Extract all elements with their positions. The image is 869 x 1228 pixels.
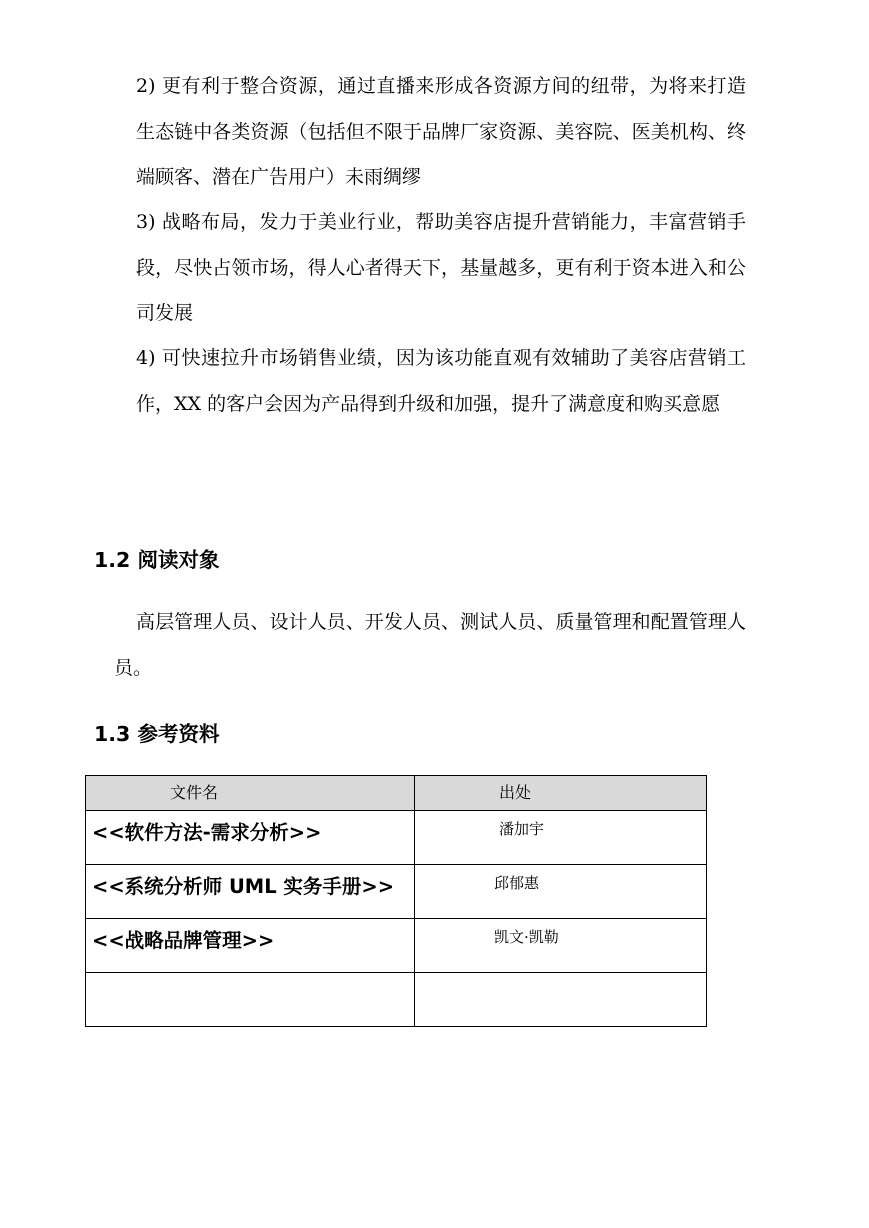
table-row — [86, 865, 707, 919]
column-header-source: 出处 — [415, 776, 707, 811]
list-item-number: 3) — [136, 211, 156, 233]
list-item-number: 2) — [136, 75, 156, 97]
list-item — [136, 64, 746, 201]
table-header-row — [86, 776, 707, 811]
list-item-text: 可快速拉升市场销售业绩，因为该功能直观有效辅助了美容店营销工作，XX 的客户会因为产品得到升级和加强，提升了满意度和购买意愿 — [136, 347, 746, 415]
reference-title: <<战略品牌管理>> — [86, 919, 415, 973]
reference-source: 凯文·凯勒 — [415, 919, 707, 973]
reference-source: 邱郁惠 — [415, 865, 707, 919]
section-heading-reading-audience: 1.2 阅读对象 — [94, 548, 220, 572]
references-table — [85, 775, 707, 1027]
table-row — [86, 919, 707, 973]
reference-source — [415, 973, 707, 1027]
reference-title: <<软件方法-需求分析>> — [86, 811, 415, 865]
column-header-filename: 文件名 — [86, 776, 415, 811]
reference-title: <<系统分析师 UML 实务手册>> — [86, 865, 415, 919]
reference-title — [86, 973, 415, 1027]
list-item — [136, 200, 746, 337]
reference-source: 潘加宇 — [415, 811, 707, 865]
list-item-text: 更有利于整合资源，通过直播来形成各资源方间的纽带，为将来打造生态链中各类资源（包括但不限于品牌厂家资源、美容院、医美机构、终端顾客、潜在广告用户）未雨绸缪 — [136, 75, 746, 188]
list-item — [136, 336, 746, 427]
table-row — [86, 973, 707, 1027]
section-heading-references: 1.3 参考资料 — [94, 722, 220, 746]
table-row — [86, 811, 707, 865]
list-item-number: 4) — [136, 347, 156, 369]
reading-audience-paragraph: 高层管理人员、设计人员、开发人员、测试人员、质量管理和配置管理人员。 — [114, 611, 746, 679]
list-item-text: 战略布局，发力于美业行业，帮助美容店提升营销能力，丰富营销手段，尽快占领市场，得人心者得天下，基量越多，更有利于资本进入和公司发展 — [136, 211, 746, 324]
